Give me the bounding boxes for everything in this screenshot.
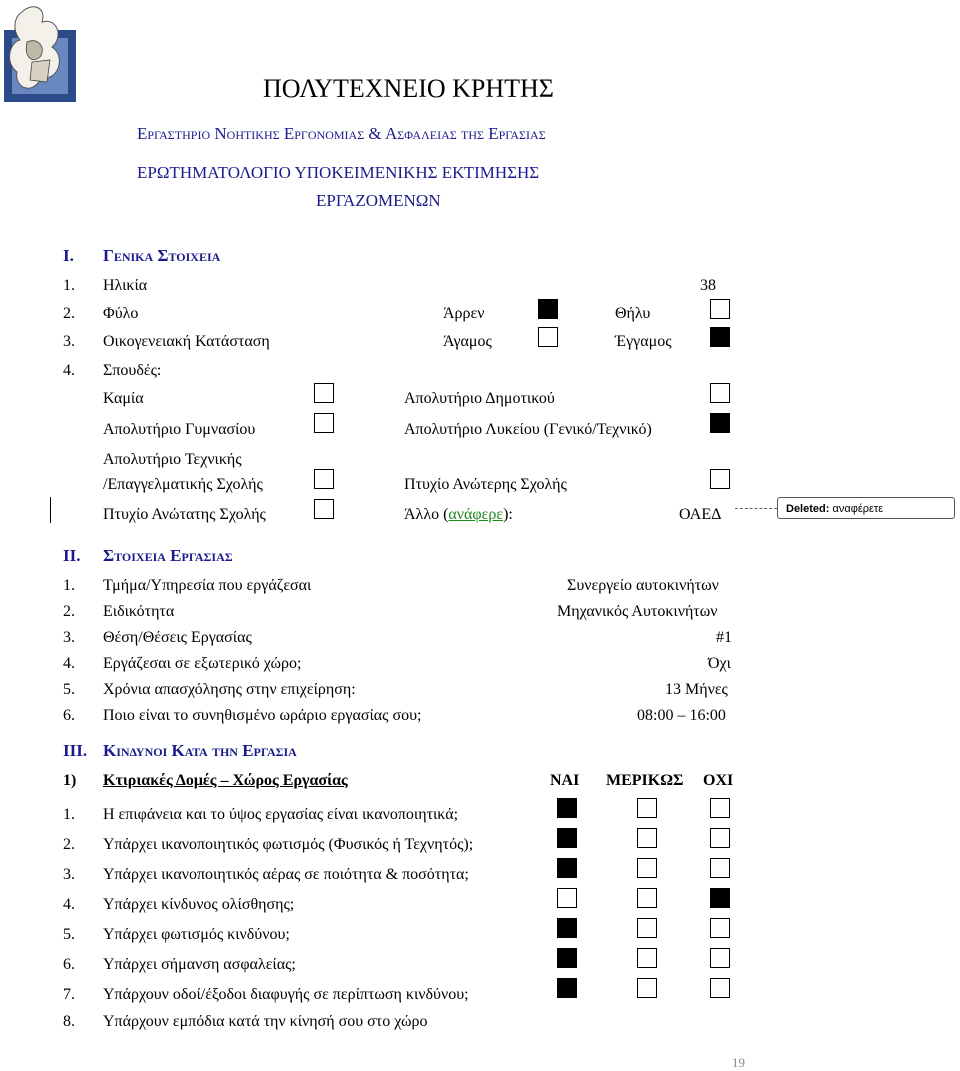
hazard-row-number: 4.: [63, 896, 75, 913]
section1-title: Γενικα Στοιχεια: [103, 246, 221, 265]
comment-connector: [735, 508, 777, 509]
hazard-row-label: Υπάρχουν εμπόδια κατά την κίνησή σου στο χώρο: [103, 1013, 428, 1030]
studies-university-checkbox[interactable]: [314, 499, 334, 519]
work-row-number: 5.: [63, 681, 75, 698]
age-value: 38: [700, 277, 716, 294]
studies-other-value: ΟΑΕΔ: [679, 506, 722, 523]
hazard-partly-checkbox[interactable]: [637, 798, 657, 818]
studies-gymnasium-checkbox[interactable]: [314, 413, 334, 433]
marital-single-checkbox[interactable]: [538, 327, 558, 347]
hazard-no-checkbox[interactable]: [710, 858, 730, 878]
work-row-value: Μηχανικός Αυτοκινήτων: [557, 603, 718, 620]
section3-number: III.: [63, 741, 88, 760]
work-row-value: #1: [716, 629, 732, 646]
hazard-no-checkbox[interactable]: [710, 978, 730, 998]
sex-female-label: Θήλυ: [615, 305, 651, 322]
hazard-row-label: Υπάρχει ικανοποιητικός αέρας σε ποιότητα & ποσότητα;: [103, 866, 469, 883]
hazard-no-checkbox[interactable]: [710, 948, 730, 968]
studies-technical-label-line2: /Επαγγελματικής Σχολής: [103, 476, 263, 493]
university-title: ΠΟΛΥΤΕΧΝΕΙΟ ΚΡΗΤΗΣ: [263, 74, 554, 103]
sex-male-label: Άρρεν: [443, 305, 485, 322]
hazard-row-label: Υπάρχουν οδοί/έξοδοι διαφυγής σε περίπτωση κινδύνου;: [103, 986, 469, 1003]
section2-title: Στοιχεια Εργασιας: [103, 546, 233, 565]
hazard-row-label: Υπάρχει κίνδυνος ολίσθησης;: [103, 896, 295, 913]
change-bar: [50, 497, 51, 523]
work-row-value: 08:00 – 16:00: [637, 707, 726, 724]
subsection-number: 1): [63, 772, 77, 789]
hazard-row-number: 7.: [63, 986, 75, 1003]
hazard-row-label: Υπάρχει ικανοποιητικός φωτισμός (Φυσικός ή Τεχνητός);: [103, 836, 474, 853]
studies-primary-label: Απολυτήριο Δημοτικού: [404, 390, 555, 407]
studies-lyceum-checkbox[interactable]: [710, 413, 730, 433]
studies-none-label: Καμία: [103, 390, 144, 407]
hazard-no-checkbox[interactable]: [710, 918, 730, 938]
subsection-title: Κτιριακές Δομές – Χώρος Εργασίας: [103, 772, 348, 789]
age-number: 1.: [63, 277, 75, 294]
sex-number: 2.: [63, 305, 75, 322]
hazard-row-label: Υπάρχει φωτισμός κινδύνου;: [103, 926, 290, 943]
marital-label: Οικογενειακή Κατάσταση: [103, 333, 270, 350]
work-row-label: Ποιο είναι το συνηθισμένο ωράριο εργασίας σου;: [103, 707, 422, 724]
hazard-row-number: 8.: [63, 1013, 75, 1030]
hazard-yes-checkbox[interactable]: [557, 798, 577, 818]
hazard-partly-checkbox[interactable]: [637, 858, 657, 878]
sex-male-checkbox[interactable]: [538, 299, 558, 319]
deleted-comment[interactable]: [777, 497, 955, 519]
comment-label: Deleted:: [786, 503, 830, 515]
hazard-yes-checkbox[interactable]: [557, 888, 577, 908]
studies-label: Σπουδές:: [103, 362, 162, 379]
studies-gymnasium-label: Απολυτήριο Γυμνασίου: [103, 421, 256, 438]
hazard-no-checkbox[interactable]: [710, 888, 730, 908]
sex-female-checkbox[interactable]: [710, 299, 730, 319]
work-row-number: 3.: [63, 629, 75, 646]
column-yes: ΝΑΙ: [550, 772, 580, 789]
work-row-value: 13 Μήνες: [665, 681, 728, 698]
studies-higher-checkbox[interactable]: [710, 469, 730, 489]
hazard-yes-checkbox[interactable]: [557, 948, 577, 968]
hazard-row-label: Η επιφάνεια και το ύψος εργασίας είναι ικανοποιητικά;: [103, 806, 459, 823]
age-label: Ηλικία: [103, 277, 148, 294]
other-inserted-text: ανάφερε: [448, 506, 504, 523]
hazard-yes-checkbox[interactable]: [557, 918, 577, 938]
hazard-partly-checkbox[interactable]: [637, 888, 657, 908]
marital-married-checkbox[interactable]: [710, 327, 730, 347]
hazard-row-number: 2.: [63, 836, 75, 853]
column-no: ΟΧΙ: [703, 772, 734, 789]
hazard-no-checkbox[interactable]: [710, 828, 730, 848]
work-row-label: Χρόνια απασχόλησης στην επιχείρηση:: [103, 681, 356, 698]
work-row-label: Εργάζεσαι σε εξωτερικό χώρο;: [103, 655, 302, 672]
studies-university-label: Πτυχίο Ανώτατης Σχολής: [103, 506, 266, 523]
marital-single-label: Άγαμος: [443, 333, 492, 350]
other-prefix: Άλλο (: [404, 506, 449, 523]
work-row-number: 2.: [63, 603, 75, 620]
hazard-row-number: 6.: [63, 956, 75, 973]
hazard-row-number: 1.: [63, 806, 75, 823]
work-row-number: 4.: [63, 655, 75, 672]
hazard-yes-checkbox[interactable]: [557, 978, 577, 998]
studies-none-checkbox[interactable]: [314, 383, 334, 403]
column-partly: ΜΕΡΙΚΩΣ: [606, 772, 684, 789]
studies-technical-checkbox[interactable]: [314, 469, 334, 489]
work-row-value: Όχι: [708, 655, 731, 672]
other-suffix: ):: [503, 506, 513, 523]
studies-number: 4.: [63, 362, 75, 379]
section3-title: Κινδυνοι Κατα την Εργασια: [103, 741, 297, 760]
studies-technical-label-line1: Απολυτήριο Τεχνικής: [103, 451, 242, 468]
studies-higher-label: Πτυχίο Ανώτερης Σχολής: [404, 476, 567, 493]
hazard-row-number: 3.: [63, 866, 75, 883]
hazard-yes-checkbox[interactable]: [557, 858, 577, 878]
page-number: 19: [732, 1055, 745, 1070]
hazard-yes-checkbox[interactable]: [557, 828, 577, 848]
comment-text: αναφέρετε: [832, 503, 884, 515]
sex-label: Φύλο: [103, 305, 139, 322]
hazard-partly-checkbox[interactable]: [637, 978, 657, 998]
work-row-label: Ειδικότητα: [103, 603, 175, 620]
studies-primary-checkbox[interactable]: [710, 383, 730, 403]
questionnaire-title-line2: ΕΡΓΑΖΟΜΕΝΩΝ: [316, 191, 441, 210]
hazard-partly-checkbox[interactable]: [637, 918, 657, 938]
marital-married-label: Έγγαμος: [615, 333, 672, 350]
work-row-label: Θέση/Θέσεις Εργασίας: [103, 629, 252, 646]
hazard-row-number: 5.: [63, 926, 75, 943]
marital-number: 3.: [63, 333, 75, 350]
hazard-row-label: Υπάρχει σήμανση ασφαλείας;: [103, 956, 296, 973]
work-row-label: Τμήμα/Υπηρεσία που εργάζεσαι: [103, 577, 312, 594]
work-row-value: Συνεργείο αυτοκινήτων: [567, 577, 719, 594]
work-row-number: 1.: [63, 577, 75, 594]
work-row-number: 6.: [63, 707, 75, 724]
lab-title: Εργαστηριο Νοητικης Εργονομιας & Ασφαλειας της Εργασιας: [137, 124, 546, 143]
university-logo: [2, 2, 82, 107]
hazard-partly-checkbox[interactable]: [637, 948, 657, 968]
section1-number: I.: [63, 246, 74, 265]
hazard-no-checkbox[interactable]: [710, 798, 730, 818]
section2-number: II.: [63, 546, 81, 565]
studies-other-label: [404, 506, 513, 524]
studies-lyceum-label: Απολυτήριο Λυκείου (Γενικό/Τεχνικό): [404, 421, 652, 438]
questionnaire-title-line1: ΕΡΩΤΗΜΑΤΟΛΟΓΙΟ ΥΠΟΚΕΙΜΕΝΙΚΗΣ ΕΚΤΙΜΗΣΗΣ: [137, 163, 540, 182]
hazard-partly-checkbox[interactable]: [637, 828, 657, 848]
